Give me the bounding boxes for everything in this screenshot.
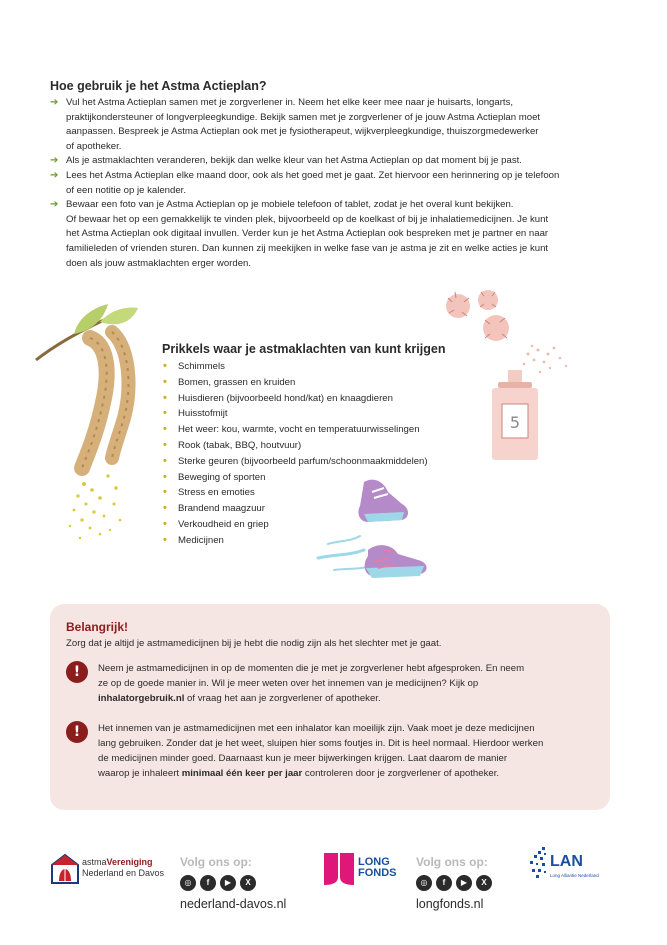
social-links [416,875,492,891]
lan-subtitle: Long Alliantie Nederland [550,873,599,878]
list-item [50,96,620,154]
list-item [162,359,428,375]
bullet-icon: • [163,375,167,388]
warning-line [98,691,524,706]
social-links [180,875,256,891]
list-item [162,406,428,422]
dust-mite-illustration [444,288,514,348]
list-item-line: of een notitie op je kalender. [66,184,187,196]
list-item-line: aanpassen. Bespreek je Astma Actieplan ook met je fysiotherapeut, wijkverpleegkundige, thuiszorgmedewerker [66,126,539,138]
instagram-icon[interactable]: ◎ [180,875,196,891]
youtube-icon[interactable]: ▶ [220,875,236,891]
list-item-line: familieleden of vrienden sturen. Dan kunnen zij meekijken in welke fase van je astma je zit en welke acties je kunt [66,242,549,254]
list-item-label: Schimmels [178,361,225,372]
list-item-label: Het weer: kou, warmte, vocht en temperatuurwisselingen [178,424,420,436]
arrow-right-icon: ➔ [50,199,59,211]
x-icon[interactable]: X [240,875,256,891]
inhalatorgebruik-link[interactable]: inhalatorgebruik.nl [98,693,185,704]
list-item-line: Lees het Astma Actieplan elke maand door, ook als het goed met je gaat. Zet hiervoor een herinnering op je telefoon [66,169,560,181]
facebook-icon[interactable]: f [200,875,216,891]
bullet-icon: • [163,454,167,467]
arrow-right-icon: ➔ [50,97,59,108]
list-item-label: Rook (tabak, BBQ, houtvuur) [178,439,302,451]
astmavereniging-subtitle: Nederland en Davos [82,868,165,878]
list-item-line: Vul het Astma Actieplan samen met je zorgverlener in. Neem het elke keer mee naar je huisarts, longarts, [66,97,514,108]
warning-line: lang gebruiken. Zonder dat je het weet, sluipen hier soms foutjes in. Dit is heel normaal. Hierdoor werken [98,738,544,749]
list-item-line: Als je astmaklachten veranderen, bekijk dan welke kleur van het Astma Actieplan op dat moment bij je past. [66,155,522,167]
longfonds-logo-icon[interactable] [322,851,356,887]
list-item [162,375,428,391]
follow-label: Volg ons op: [416,855,488,869]
svg-text:5: 5 [509,413,521,432]
list-item [50,198,620,271]
list-item-line: Of bewaar het op een gemakkelijk te vinden plek, bijvoorbeeld op de koelkast of bij je inhalatiemedicijnen. Je kunt [66,213,549,225]
important-lead: Zorg dat je altijd je astmamedicijnen bij je hebt die nodig zijn als het slechter met je gaat. [66,638,442,649]
warning-line: Het innemen van je astmamedicijnen met een inhalator kan moeilijk zijn. Vaak moet je deze medicijnen [98,723,535,734]
list-item-label: Stress en emoties [178,487,255,499]
website-link[interactable]: longfonds.nl [416,897,484,911]
list-item-label: Huisdieren (bijvoorbeeld hond/kat) en knaagdieren [178,392,393,404]
astmavereniging-logo-icon[interactable] [50,853,80,887]
warning-line-start: waarop je inhaleert [98,768,182,779]
bullet-icon: • [163,486,167,499]
section-title-how-to-use: Hoe gebruik je het Astma Actieplan? [50,79,267,93]
list-item-label: Verkoudheid en griep [178,518,269,530]
warning-line [98,766,543,781]
warning-text [98,661,524,706]
exclamation-icon: ! [66,721,88,743]
warning-line: de medicijnen minder goed. Daarnaast kun je meer bijwerkingen krijgen. Laat daarom de manier [98,753,508,764]
bullet-icon: • [163,407,167,420]
warning-row [66,721,596,785]
arrow-right-icon: ➔ [50,155,59,167]
sneakers-illustration [314,474,454,586]
list-item-label: Brandend maagzuur [178,503,265,515]
list-item-line: doen als jouw astmaklachten erger worden. [66,257,252,269]
footer [0,845,667,925]
list-item-label: Huisstofmijt [178,408,228,420]
follow-label: Volg ons op: [180,855,252,869]
warning-line-end: controleren door je zorgverlener of apotheker. [302,768,500,779]
arrow-right-icon: ➔ [50,169,59,181]
lan-logo-icon[interactable] [528,845,550,881]
important-title: Belangrijk! [66,620,129,634]
warning-line-bold: minimaal één keer per jaar [181,768,303,779]
list-item [50,169,620,198]
list-item [162,438,428,454]
bullet-icon: • [163,438,167,451]
how-to-use-list [50,96,620,271]
warning-line: Neem je astmamedicijnen in op de momenten die je met je zorgverlener hebt afgesproken. En neem [98,663,525,674]
warning-text [98,721,543,781]
list-item [162,422,428,438]
astmavereniging-name-part2: Vereniging [106,857,153,867]
list-item-line: Bewaar een foto van je Astma Actieplan op je mobiele telefoon of tablet, zodat je het overal kunt bekijken. [66,199,514,211]
list-item-label: Beweging of sporten [178,471,266,483]
list-item-line: of apotheker. [66,140,122,152]
bullet-icon: • [163,533,167,546]
longfonds-name [358,857,397,879]
list-item-label: Medicijnen [178,534,224,546]
instagram-icon[interactable]: ◎ [416,875,432,891]
astmavereniging-name-part1: astma [82,857,107,867]
list-item-label: Bomen, grassen en kruiden [178,376,296,388]
list-item [162,391,428,407]
bullet-icon: • [163,517,167,530]
pollen-catkin-illustration [34,298,144,548]
list-item-line: het Astma Actieplan ook digitaal invullen. Verder kun je het Astma Actieplan ook bespreken met je partner en naar [66,228,549,240]
warning-line-rest: of vraag het aan je zorgverlener of apotheker. [184,693,381,704]
exclamation-icon: ! [66,661,88,683]
perfume-bottle-illustration [488,340,588,480]
lan-title: LAN [550,853,583,870]
bullet-icon: • [163,470,167,483]
warning-line: ze op de goede manier in. Wil je meer weten over het innemen van je medicijnen? Kijk op [98,678,479,689]
list-item-line: praktijkondersteuner of longverpleegkundige. Bekijk samen met je zorgverlener of je jouw Astma Actieplan moet [66,111,541,123]
bullet-icon: • [163,391,167,404]
astmavereniging-name [82,857,153,867]
youtube-icon[interactable]: ▶ [456,875,472,891]
bullet-icon: • [163,502,167,515]
longfonds-name-line2: FONDS [358,867,397,879]
warning-row [66,661,596,711]
facebook-icon[interactable]: f [436,875,452,891]
list-item [50,154,620,169]
list-item [162,454,428,470]
list-item-label: Sterke geuren (bijvoorbeeld parfum/schoonmaakmiddelen) [178,455,428,467]
bullet-icon: • [163,423,167,436]
x-icon[interactable]: X [476,875,492,891]
longfonds-name-line1: LONG [358,856,390,868]
website-link[interactable]: nederland-davos.nl [180,897,287,911]
section-title-triggers: Prikkels waar je astmaklachten van kunt krijgen [162,342,446,356]
important-box [50,604,610,810]
bullet-icon: • [163,360,167,372]
